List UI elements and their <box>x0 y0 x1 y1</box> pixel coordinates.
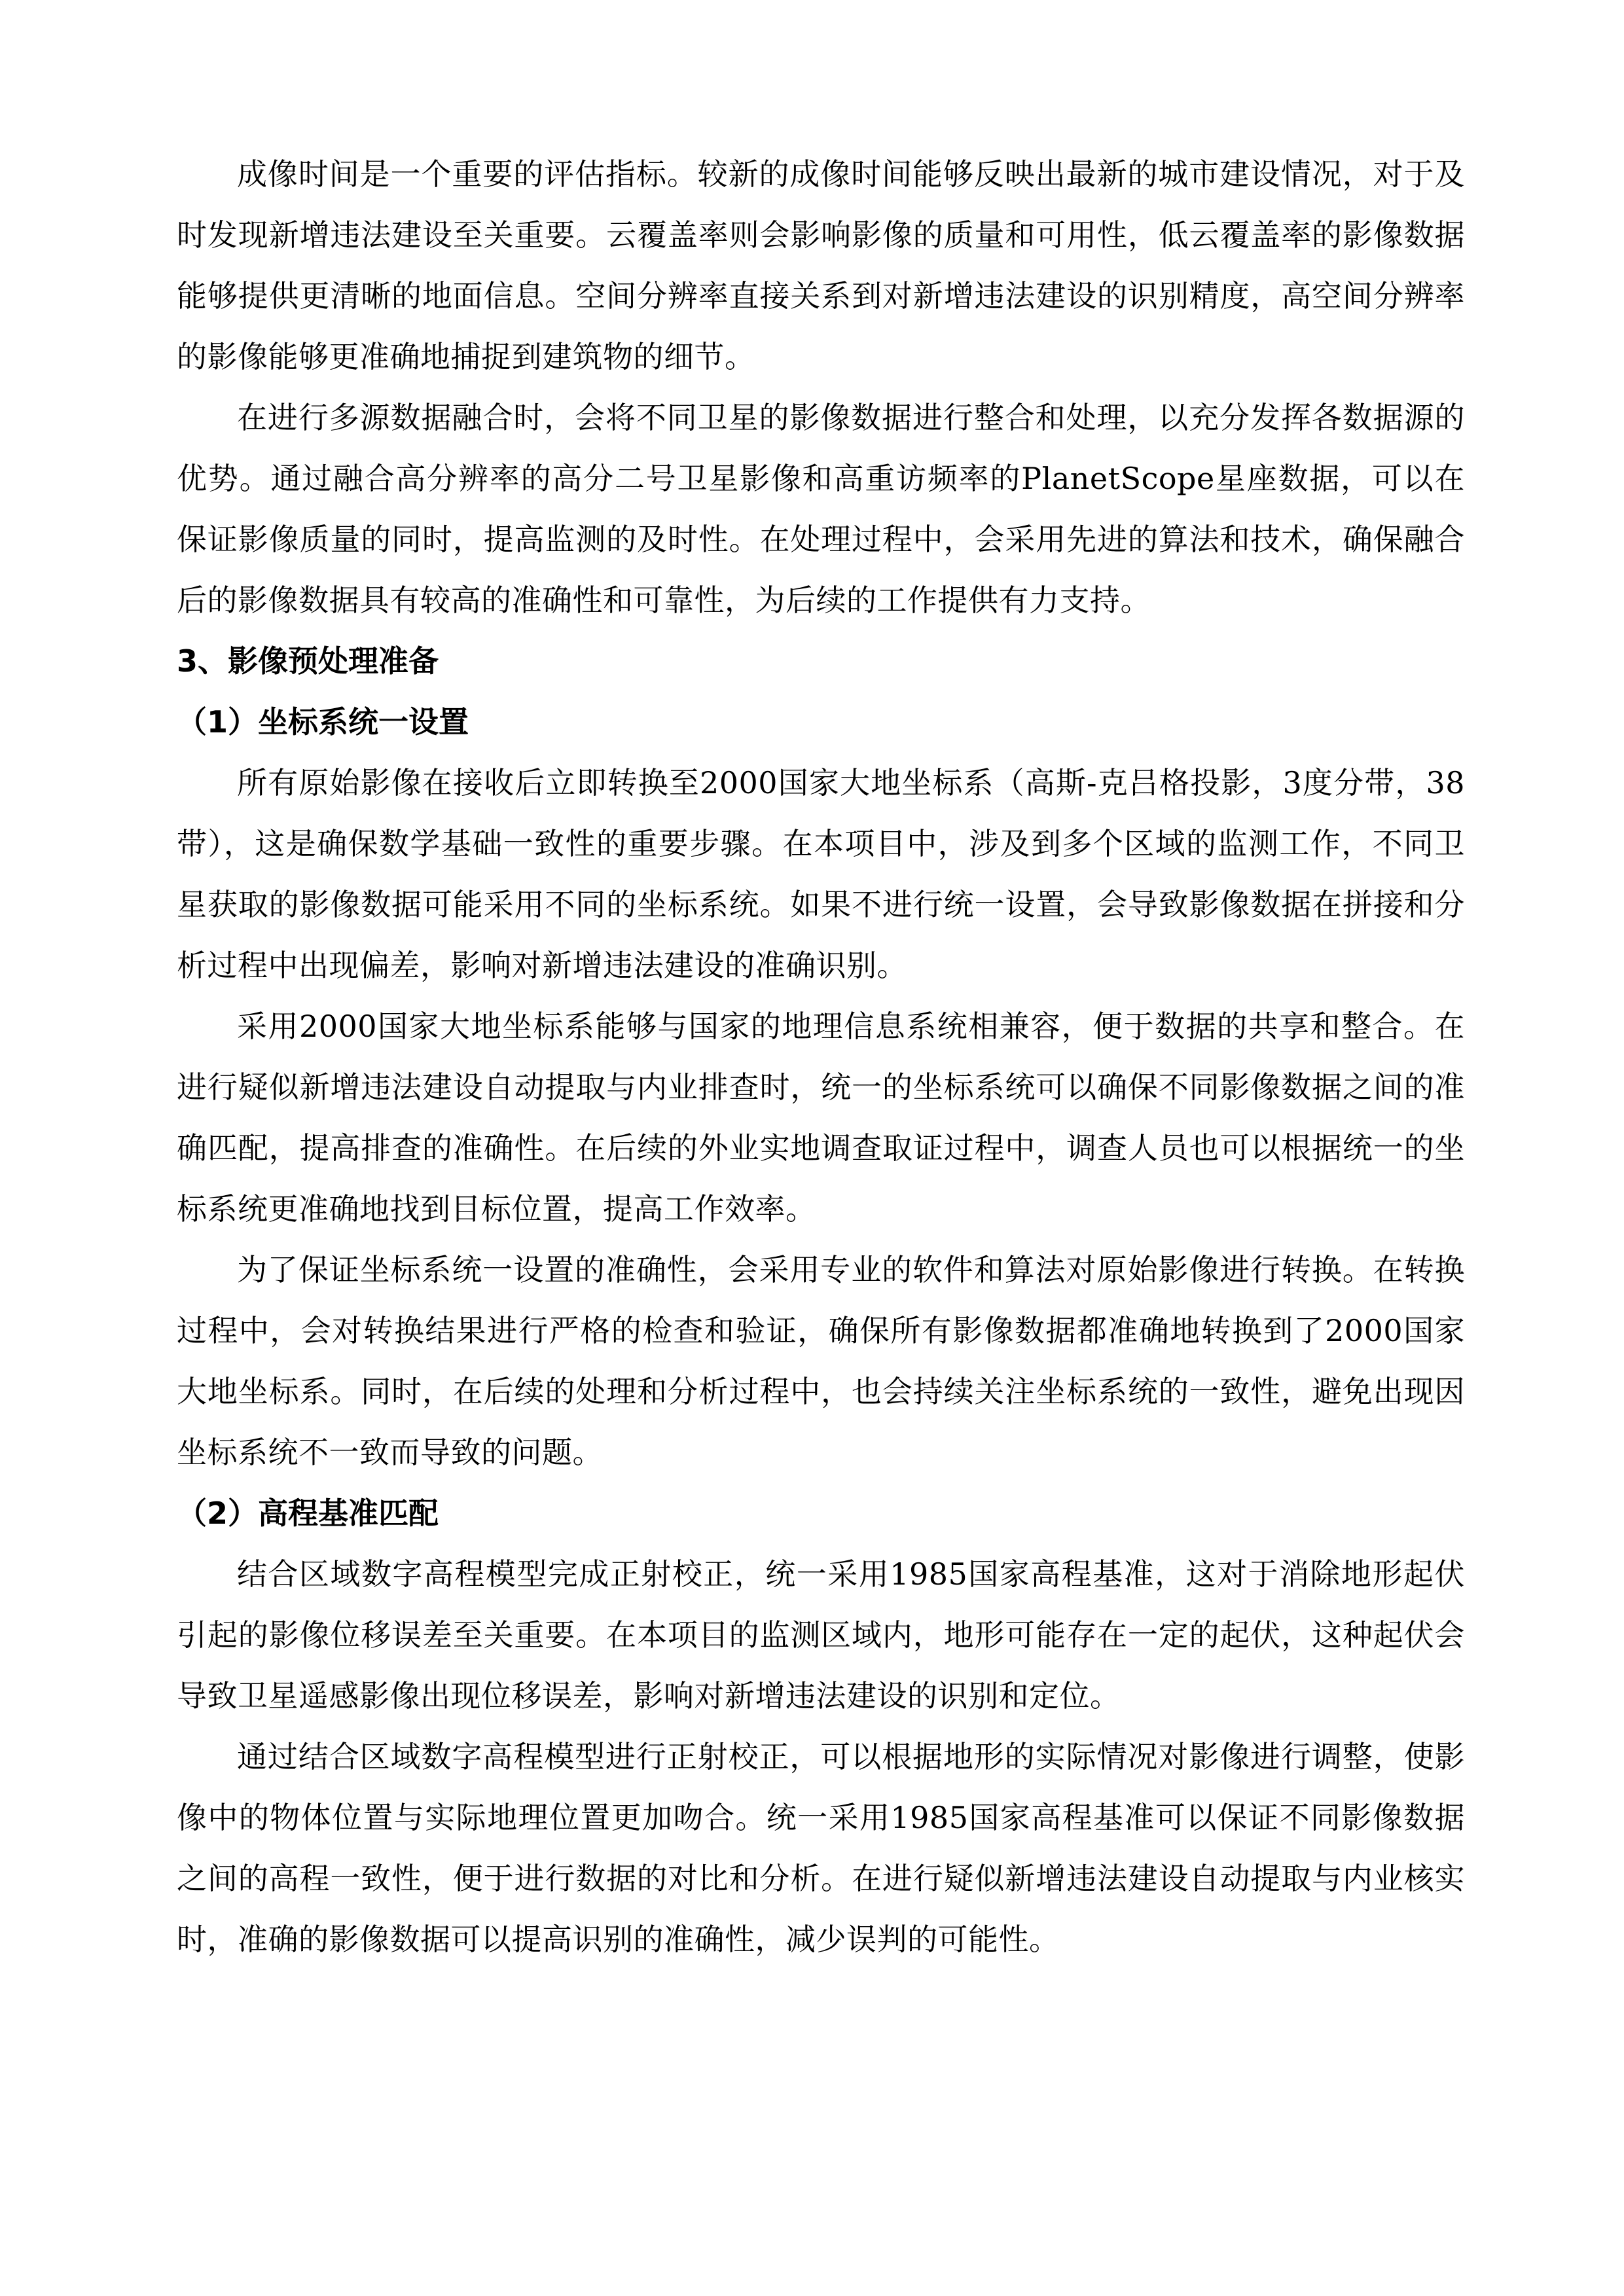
subsection-heading-elevation-datum: （2）高程基准匹配 <box>177 1496 439 1531</box>
paragraph-imaging-time: 成像时间是一个重要的评估指标。较新的成像时间能够反映出最新的城市建设情况，对于及时发现新增违法建设至关重要。云覆盖率则会影响影像的质量和可用性，低云覆盖率的影像数据能够提供更清晰的地面信息。空间分辨率直接关系到对新增违法建设的识别精度，高空间分辨率的影像能够更准确地捕捉到建筑物的细节。 <box>177 156 1465 374</box>
paragraph-coordinate-conversion: 所有原始影像在接收后立即转换至2000国家大地坐标系（高斯-克吕格投影，3度分带，38带），这是确保数学基础一致性的重要步骤。在本项目中，涉及到多个区域的监测工作，不同卫星获取的影像数据可能采用不同的坐标系统。如果不进行统一设置，会导致影像数据在拼接和分析过程中出现偏差，影响对新增违法建设的准确识别。 <box>177 765 1465 983</box>
paragraph-coordinate-compatibility: 采用2000国家大地坐标系能够与国家的地理信息系统相兼容，便于数据的共享和整合。在进行疑似新增违法建设自动提取与内业排查时，统一的坐标系统可以确保不同影像数据之间的准确匹配，提高排查的准确性。在后续的外业实地调查取证过程中，调查人员也可以根据统一的坐标系统更准确地找到目标位置，提高工作效率。 <box>177 1009 1465 1227</box>
paragraph-orthorectification: 结合区域数字高程模型完成正射校正，统一采用1985国家高程基准，这对于消除地形起伏引起的影像位移误差至关重要。在本项目的监测区域内，地形可能存在一定的起伏，这种起伏会导致卫星遥感影像出现位移误差，影响对新增违法建设的识别和定位。 <box>177 1556 1465 1713</box>
paragraph-coordinate-verification: 为了保证坐标系统一设置的准确性，会采用专业的软件和算法对原始影像进行转换。在转换过程中，会对转换结果进行严格的检查和验证，确保所有影像数据都准确地转换到了2000国家大地坐标系。同时，在后续的处理和分析过程中，也会持续关注坐标系统的一致性，避免出现因坐标系统不一致而导致的问题。 <box>177 1252 1465 1470</box>
paragraph-data-fusion: 在进行多源数据融合时，会将不同卫星的影像数据进行整合和处理，以充分发挥各数据源的优势。通过融合高分辨率的高分二号卫星影像和高重访频率的PlanetScope星座数据，可以在保证影像质量的同时，提高监测的及时性。在处理过程中，会采用先进的算法和技术，确保融合后的影像数据具有较高的准确性和可靠性，为后续的工作提供有力支持。 <box>177 400 1465 618</box>
section-heading: 3、影像预处理准备 <box>177 643 439 679</box>
subsection-heading-coordinate-system: （1）坐标系统一设置 <box>177 704 469 740</box>
page-content <box>177 144 1465 1970</box>
paragraph-elevation-consistency: 通过结合区域数字高程模型进行正射校正，可以根据地形的实际情况对影像进行调整，使影像中的物体位置与实际地理位置更加吻合。统一采用1985国家高程基准可以保证不同影像数据之间的高程一致性，便于进行数据的对比和分析。在进行疑似新增违法建设自动提取与内业核实时，准确的影像数据可以提高识别的准确性，减少误判的可能性。 <box>177 1739 1465 1957</box>
